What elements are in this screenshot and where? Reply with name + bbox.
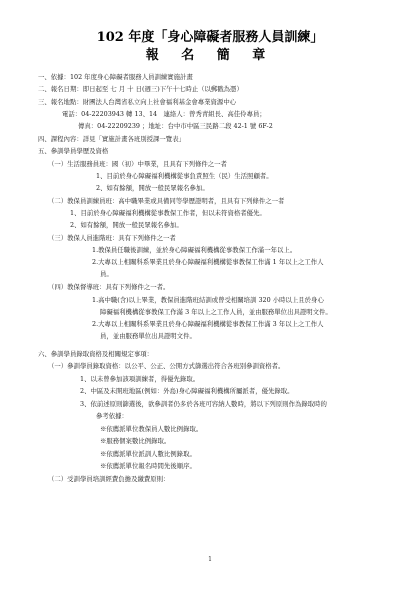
text-line: （三）教保人員進階班：具有下列條件之一者: [48, 234, 176, 242]
text-line: ※依薦派單位報名時間先後順序。: [100, 462, 196, 470]
text-line: 員，並由服務單位出具證明文件。: [100, 332, 196, 340]
text-line: 二、報名日期：即日起至 七 月 十 日(週三)下午十七時止（以郵戳為憑）: [38, 85, 243, 93]
text-line: 2.大專以上相關科系畢業且於身心障礙福利機構從事教保工作滿 1 年以上之工作人: [92, 258, 324, 266]
text-line: 1.教保員任職後訓練，並於身心障礙福利機構從事教保工作滿一年以上。: [92, 246, 297, 254]
text-line: 電話：04-22203943 轉 13、14 連絡人：曾秀青組長、高佳伶專員；: [62, 110, 266, 118]
text-line: 1.高中職(含)以上畢業，教保員進階班結訓或曾受相關培訓 320 小時以上且於身心: [92, 296, 324, 304]
text-line: 1、以未曾參加該項訓練者，得優先錄取。: [80, 375, 200, 383]
text-line: 障礙福利機構從事教保工作滿 3 年以上之工作人員，並由服務單位出具證明文件。: [100, 308, 332, 316]
text-line: （一）生活服務員班：國（初）中畢業，且具有下列條件之一者: [48, 160, 227, 168]
text-line: 1、目前於身心障礙福利機構從事教保工作者，但以未符資格者優先。: [70, 209, 266, 217]
text-line: 五、參訓學員學歷及資格: [38, 147, 109, 155]
text-line: 2、如有餘額，開放一般民眾報名參加。: [96, 184, 209, 192]
text-line: 四、課程內容：詳見「實施計畫各班別授課一覽表」: [38, 135, 185, 143]
text-line: 3、依前述原則篩選後，欲參訓者仍多於各班可容納人數時，將以下列原則作為錄取時的: [80, 400, 327, 408]
text-line: 2.大專以上相關科系畢業且於身心障礙福利機構從事教保工作滿 3 年以上之工作人: [92, 320, 324, 328]
text-line: 六、參訓學員錄取資格及相關規定事項：: [38, 350, 154, 358]
text-line: 員。: [100, 270, 113, 278]
text-line: 參考依據：: [96, 412, 128, 420]
text-line: 2、中區及未開班地區(例如：外島)身心障礙福利機構所屬派者，優先錄取。: [80, 387, 294, 395]
text-line: 1、目前於身心障礙福利機構從事負責照生（民）生活照顧者。: [96, 172, 273, 180]
document-title: 102 年度「身心障礙者服務人員訓練」: [96, 30, 324, 45]
text-line: ※依薦派單位派訓人數比例錄取。: [100, 450, 196, 458]
text-line: 傳真：04-22209239 ；地址：台中市中區三民路二段 42-1 號 6F-2: [78, 122, 273, 130]
text-line: （二）教保員訓練員班：高中職畢業或具備同等學歷證明者，且具有下列條件之一者: [48, 197, 285, 205]
page-number: 1: [208, 556, 212, 563]
text-line: 一、依據：102 年度身心障礙者服務人員訓練實施計畫: [38, 73, 193, 81]
text-line: 三、報名地點：財團法人台灣省私立向上社會福利基金會專業資源中心: [38, 98, 237, 106]
text-line: 2、如有餘額，開放一般民眾報名參加。: [70, 221, 183, 229]
text-line: （四）教保督導班：具有下列條件之一者。: [48, 283, 170, 291]
document-subtitle: 報 名 簡 章: [145, 48, 275, 63]
text-line: ※依薦派單位教保員人數比例錄取。: [100, 425, 203, 433]
text-line: （一）參訓學員錄取資格：以公平、公正、公開方式篩選出符合各班別參訓資格者。: [48, 362, 285, 370]
text-line: ※服務個案數比例錄取。: [100, 437, 171, 445]
text-line: （二）受訓學員培訓經費負擔及繳費原則：: [48, 475, 170, 483]
